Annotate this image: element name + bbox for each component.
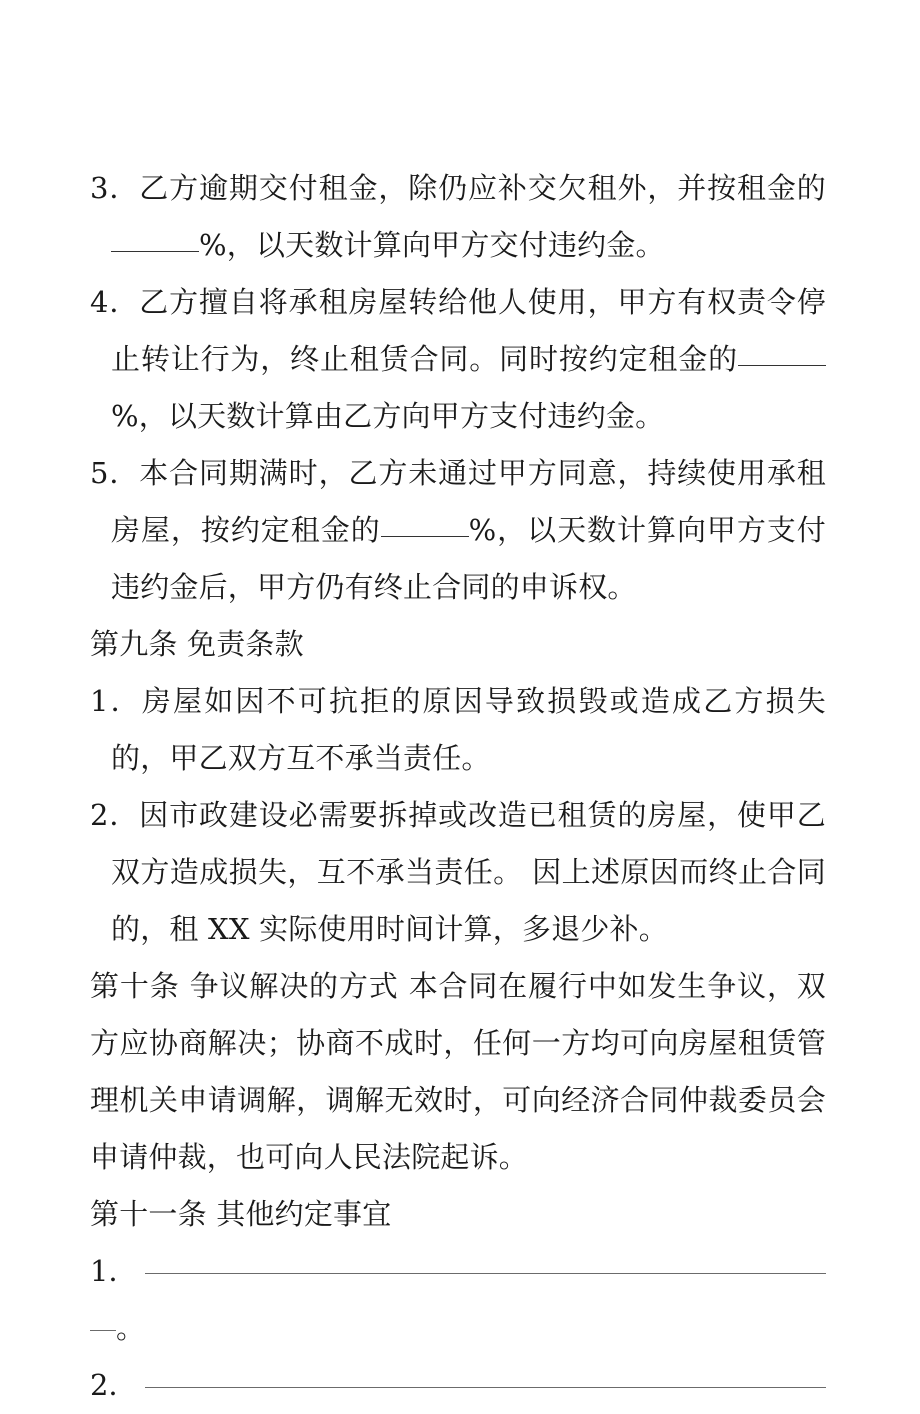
paragraph-text: 房屋如因不可抗拒的原因导致损毁或造成乙方损失的，甲乙双方互不承当责任。 [111,684,826,775]
fill-row-clause11-item1-continuation [90,1300,826,1357]
list-number: 2． [90,1368,138,1402]
fill-row-clause11-item2 [90,1357,826,1414]
fill-row-clause11-item1 [90,1243,826,1300]
paragraph-text-before-blank: 本合同期满时，乙方未通过甲方同意，持续使用承租房屋，按约定租金的 [111,456,826,547]
list-number: 2． [90,798,140,832]
paragraph-clause9-item1 [90,673,826,787]
list-number: 5． [90,456,140,490]
fill-in-blank[interactable] [111,251,199,252]
paragraph-clause8-item4 [90,274,826,445]
list-number: 1． [90,684,142,718]
section-heading-clause9: 第九条 免责条款 [90,627,304,661]
paragraph-clause10: 第十条 争议解决的方式 本合同在履行中如发生争议，双方应协商解决；协商不成时，任何一方均可向房屋租赁管理机关申请调解，调解无效时，可向经济合同仲裁委员会申请仲裁，也可向人民法院起诉。 [90,969,826,1174]
list-number: 3． [90,171,140,205]
paragraph-text-after-blank: %，以天数计算向甲方支付违约金后，甲方仍有终止合同的申诉权。 [111,513,826,604]
write-in-line[interactable] [145,1387,826,1388]
list-number: 1． [90,1254,138,1288]
fill-in-blank[interactable] [381,536,469,537]
fill-in-blank[interactable] [738,365,826,366]
section-heading-clause11: 第十一条 其他约定事宜 [90,1197,392,1231]
list-number: 4． [90,285,140,319]
write-in-line-continuation[interactable] [90,1330,116,1331]
paragraph-text: 因市政建设必需要拆掉或改造已租赁的房屋，使甲乙双方造成损失，互不承当责任。 因上述原因而终止合同的，租 XX 实际使用时间计算，多退少补。 [111,798,826,946]
paragraph-text-before-blank: 乙方逾期交付租金，除仍应补交欠租外，并按租金的 [139,171,826,205]
paragraph-text-before-blank: 乙方擅自将承租房屋转给他人使用，甲方有权责令停止转让行为，终止租赁合同。同时按约定租金的 [111,285,826,376]
paragraph-clause9-item2 [90,787,826,958]
paragraph-clause8-item5 [90,445,826,616]
paragraph-text-after-blank: %，以天数计算由乙方向甲方支付违约金。 [111,399,665,433]
document-body [90,160,826,1414]
write-in-line[interactable] [145,1273,826,1274]
sentence-period: 。 [116,1311,146,1345]
paragraph-text-after-blank: %，以天数计算向甲方交付违约金。 [199,228,665,262]
paragraph-clause8-item3 [90,160,826,274]
